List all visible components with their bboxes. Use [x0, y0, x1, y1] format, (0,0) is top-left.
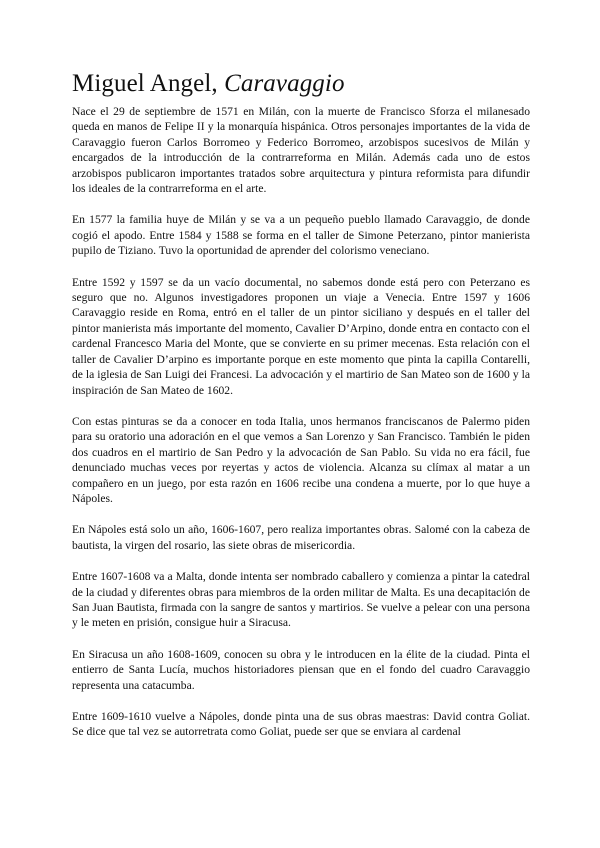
paragraph-caravaggio-village: En 1577 la familia huye de Milán y se va a un pequeño pueblo llamado Caravaggio, de donde cogió el apodo. Entre 1584 y 1588 se forma en el taller de Simone Peterzano, pintor manierista pupilo de Tiziano. Tuvo la oportunidad de aprender del colorismo veneciano.	[72, 213, 530, 258]
paragraph-return-naples: Entre 1609-1610 vuelve a Nápoles, donde pinta una de sus obras maestras: David contra Goliat. Se dice que tal vez se autorretrata como Goliat, puede ser que se enviara al cardenal	[72, 710, 530, 739]
paragraph-birth: Nace el 29 de septiembre de 1571 en Milán, con la muerte de Francisco Sforza el milanesado queda en manos de Felipe II y la monarquía hispánica. Otros personajes importantes de la vida de Caravaggio fueron Carlos Borromeo y Federico Borromeo, arzobispos sucesivos de Milán y encargados de la introducción de la contrarreforma en Milán. Además cada uno de estos arzobispos publicaron importantes tratados sobre arquitectura y pintura reformista para difundir los ideales de la contrarreforma en el arte.	[72, 105, 530, 196]
paragraph-siracusa: En Siracusa un año 1608-1609, conocen su obra y le introducen en la élite de la ciudad. Pinta el entierro de Santa Lucía, muchos historiadores piensan que en el fondo del cuadro Caravaggio representa una catacumba.	[72, 647, 530, 692]
title-nickname: Caravaggio	[224, 70, 345, 97]
document-title	[72, 68, 530, 100]
paragraph-fame: Con estas pinturas se da a conocer en toda Italia, unos hermanos franciscanos de Palermo piden para su oratorio una adoración en el que vemos a San Lorenzo y San Francisco. También le piden dos cuadros en el martirio de San Pedro y la advocación de San Pablo. Su vida no era fácil, fue denunciado muchas veces por reyertas y actos de violencia. Alcanza su clímax al matar a un compañero en un juego, por esta razón en 1606 recibe una condena a muerte, por lo que huye a Nápoles.	[72, 414, 530, 505]
document-page	[72, 68, 530, 756]
paragraph-rome: Entre 1592 y 1597 se da un vacío documental, no sabemos donde está pero con Peterzano es seguro que no. Algunos investigadores proponen un viaje a Venecia. Entre 1597 y 1606 Caravaggio reside en Roma, entró en el taller de un pintor siciliano y después en el taller del pintor manierista más importante del momento, Cavalier D’Arpino, donde entra en contacto con el cardenal Francesco Maria del Monte, que se convierte en su primer mecenas. Esta relación con el taller de Cavalier D’arpino es importante porque en este momento que pinta la capilla Contarelli, de la iglesia de San Luigi dei Francesi. La advocación y el martirio de San Mateo son de 1600 y la inspiración de San Mateo de 1602.	[72, 275, 530, 397]
paragraph-naples: En Nápoles está solo un año, 1606-1607, pero realiza importantes obras. Salomé con la cabeza de bautista, la virgen del rosario, las siete obras de misericordia.	[72, 523, 530, 552]
paragraph-malta: Entre 1607-1608 va a Malta, donde intenta ser nombrado caballero y comienza a pintar la catedral de la ciudad y diferentes obras para miembros de la orden militar de Malta. Es una decapitación de San Juan Bautista, firmada con la sangre de santos y martirios. Se vuelve a pelear con una persona y le meten en prisión, consigue huir a Siracusa.	[72, 570, 530, 630]
title-name: Miguel Angel,	[72, 70, 225, 97]
